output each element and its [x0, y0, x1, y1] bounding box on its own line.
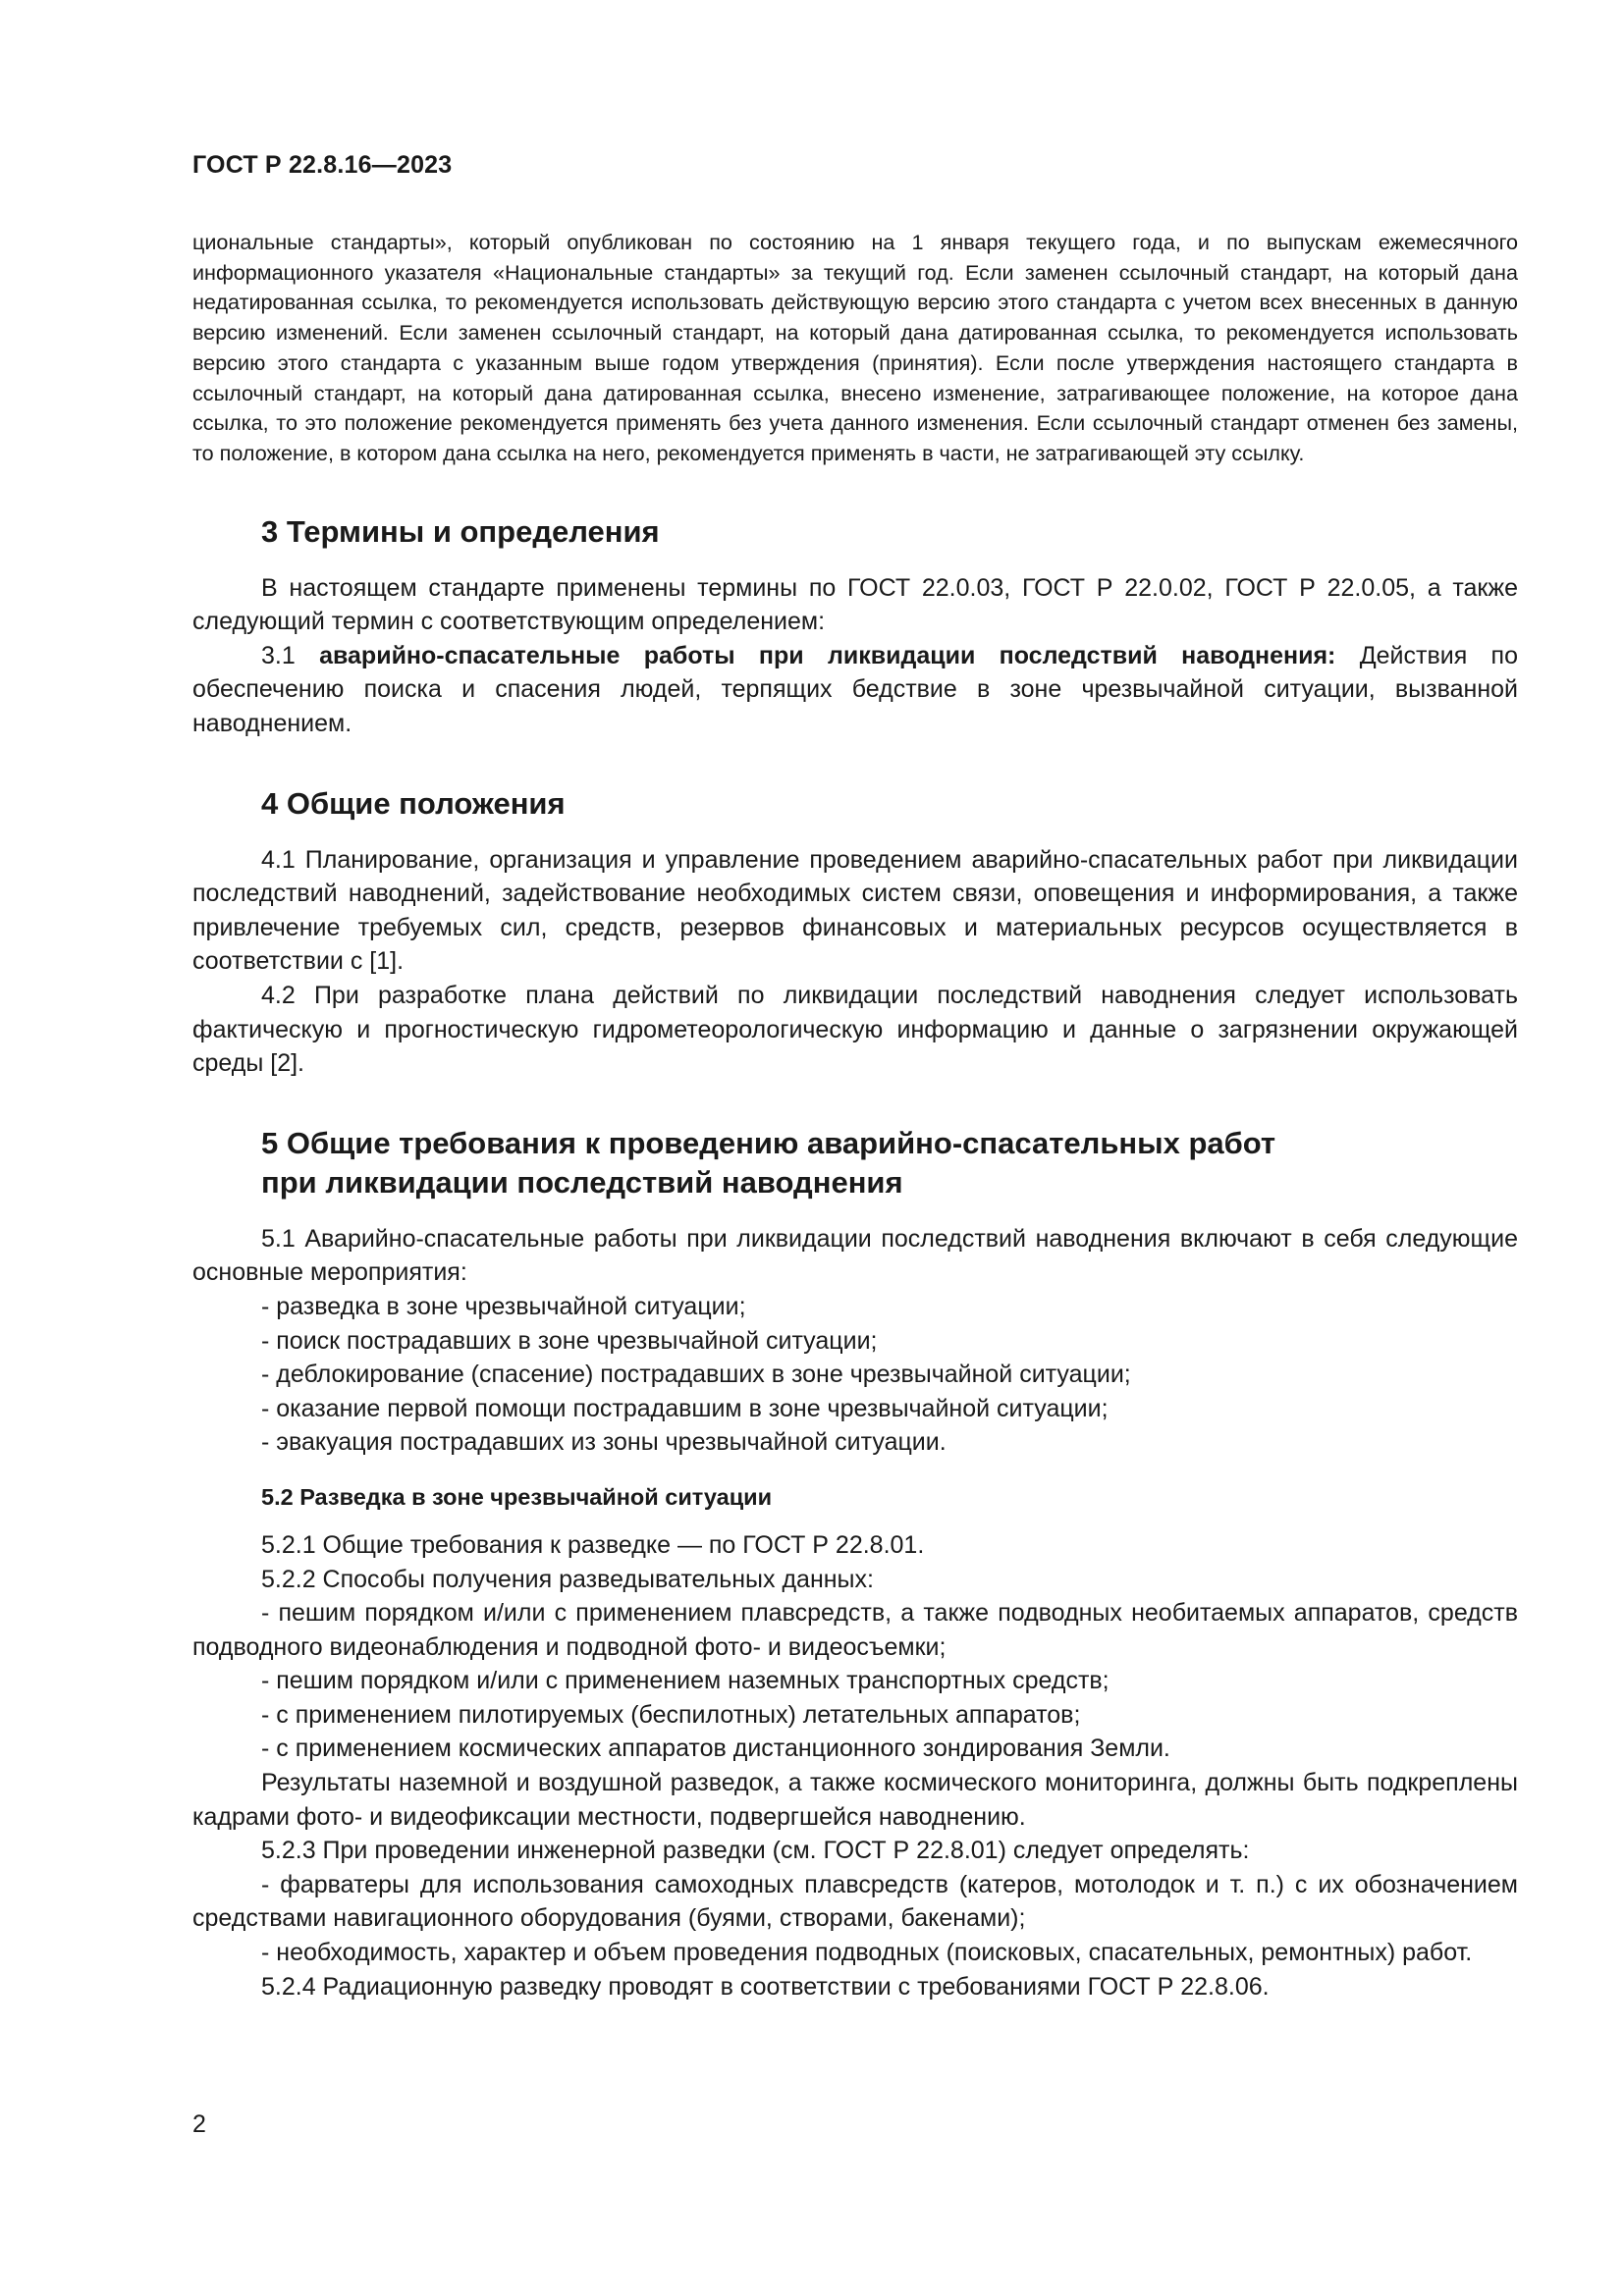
section-3-term [192, 639, 1518, 741]
list-item: - необходимость, характер и объем проведения подводных (поисковых, спасательных, ремонтных) работ. [261, 1939, 1473, 1967]
results-paragraph: Результаты наземной и воздушной разведок, а также космического мониторинга, должны быть подкреплены кадрами фото- и видеофиксации местности, подвергшейся наводнению. [192, 1769, 1518, 1831]
list-item: - эвакуация пострадавших из зоны чрезвычайной ситуации. [261, 1428, 947, 1457]
intro-paragraph: циональные стандарты», который опубликован по состоянию на 1 января текущего года, и по выпускам ежемесячного информационного указателя «Национальные стандарты» за текущий год. Если заменен ссылочный стандарт, на который дана недатированная ссылка, то рекомендуется использовать действующую версию этого стандарта с учетом всех внесенных в данную версию изменений. Если заменен ссылочный стандарт, на который дана датированная ссылка, то рекомендуется использовать версию этого стандарта с указанным выше годом утверждения (принятия). Если после утверждения настоящего стандарта в ссылочный стандарт, на который дана датированная ссылка, внесено изменение, затрагивающее положение, на которое дана ссылка, то это положение рекомендуется применять без учета данного изменения. Если ссылочный стандарт отменен без замены, то положение, в котором дана ссылка на него, рекомендуется применять в части, не затрагивающей эту ссылку. [192, 230, 1518, 465]
section-3-title: 3 Термины и определения [261, 513, 660, 549]
list-item: - фарватеры для использования самоходных плавсредств (катеров, мотолодок и т. п.) с их обозначением средствами навигационного оборудования (буями, створами, бакенами); [192, 1870, 1518, 1933]
paragraph-5-2-3: 5.2.3 При проведении инженерной разведки (см. ГОСТ Р 22.8.01) следует определять: [261, 1837, 1250, 1865]
term-number: 3.1 [261, 641, 320, 669]
document-code-header: ГОСТ Р 22.8.16—2023 [192, 151, 453, 179]
section-5-paragraph-1: 5.1 Аварийно-спасательные работы при ликвидации последствий наводнения включают в себя следующие основные мероприятия: [192, 1224, 1518, 1287]
section-4-title: 4 Общие положения [261, 785, 566, 821]
section-5-title-line-1: 5 Общие требования к проведению аварийно-спасательных работ [261, 1125, 1276, 1160]
paragraph-5-2-2: 5.2.2 Способы получения разведывательных данных: [261, 1565, 874, 1593]
list-item: - пешим порядком и/или с применением плавсредств, а также подводных необитаемых аппаратов, средств подводного видеонаблюдения и подводной фото- и видеосъемки; [192, 1599, 1518, 1661]
list-item: - с применением космических аппаратов дистанционного зондирования Земли. [261, 1735, 1170, 1763]
paragraph-5-2-1: 5.2.1 Общие требования к разведке — по ГОСТ Р 22.8.01. [261, 1530, 925, 1559]
list-item: - поиск пострадавших в зоне чрезвычайной ситуации; [261, 1326, 878, 1355]
term-definition: Действия по обеспечению поиска и спасения людей, терпящих бедствие в зоне чрезвычайной ситуации, вызванной наводнением. [192, 641, 1518, 737]
list-item: - разведка в зоне чрезвычайной ситуации; [261, 1292, 746, 1320]
section-4-paragraph-2: 4.2 При разработке плана действий по ликвидации последствий наводнения следует использовать фактическую и прогностическую гидрометеорологическую информацию и данные о загрязнении окружающей среды [2]. [192, 981, 1518, 1078]
list-item: - оказание первой помощи пострадавшим в зоне чрезвычайной ситуации; [261, 1394, 1109, 1422]
term-name: аварийно-спасательные работы при ликвидации последствий наводнения: [319, 641, 1336, 669]
list-item: - с применением пилотируемых (беспилотных) летательных аппаратов; [261, 1700, 1081, 1729]
section-3-paragraph-1: В настоящем стандарте применены термины по ГОСТ 22.0.03, ГОСТ Р 22.0.02, ГОСТ Р 22.0.05, а также следующий термин с соответствующим определением: [192, 573, 1518, 636]
list-item: - деблокирование (спасение) пострадавших в зоне чрезвычайной ситуации; [261, 1361, 1131, 1389]
section-5-title-line-2: при ликвидации последствий наводнения [261, 1164, 903, 1200]
list-item: - пешим порядком и/или с применением наземных транспортных средств; [261, 1667, 1110, 1695]
subsection-5-2-title: 5.2 Разведка в зоне чрезвычайной ситуации [261, 1483, 773, 1510]
page-number: 2 [192, 2110, 206, 2138]
section-4-paragraph-1: 4.1 Планирование, организация и управление проведением аварийно-спасательных работ при ликвидации последствий наводнений, задействование необходимых систем связи, оповещения и информирования, а также привлечение требуемых сил, средств, резервов финансовых и материальных ресурсов осуществляется в соответствии с [1]. [192, 845, 1518, 976]
document-body [192, 228, 1518, 2003]
paragraph-5-2-4: 5.2.4 Радиационную разведку проводят в соответствии с требованиями ГОСТ Р 22.8.06. [261, 1972, 1270, 2001]
